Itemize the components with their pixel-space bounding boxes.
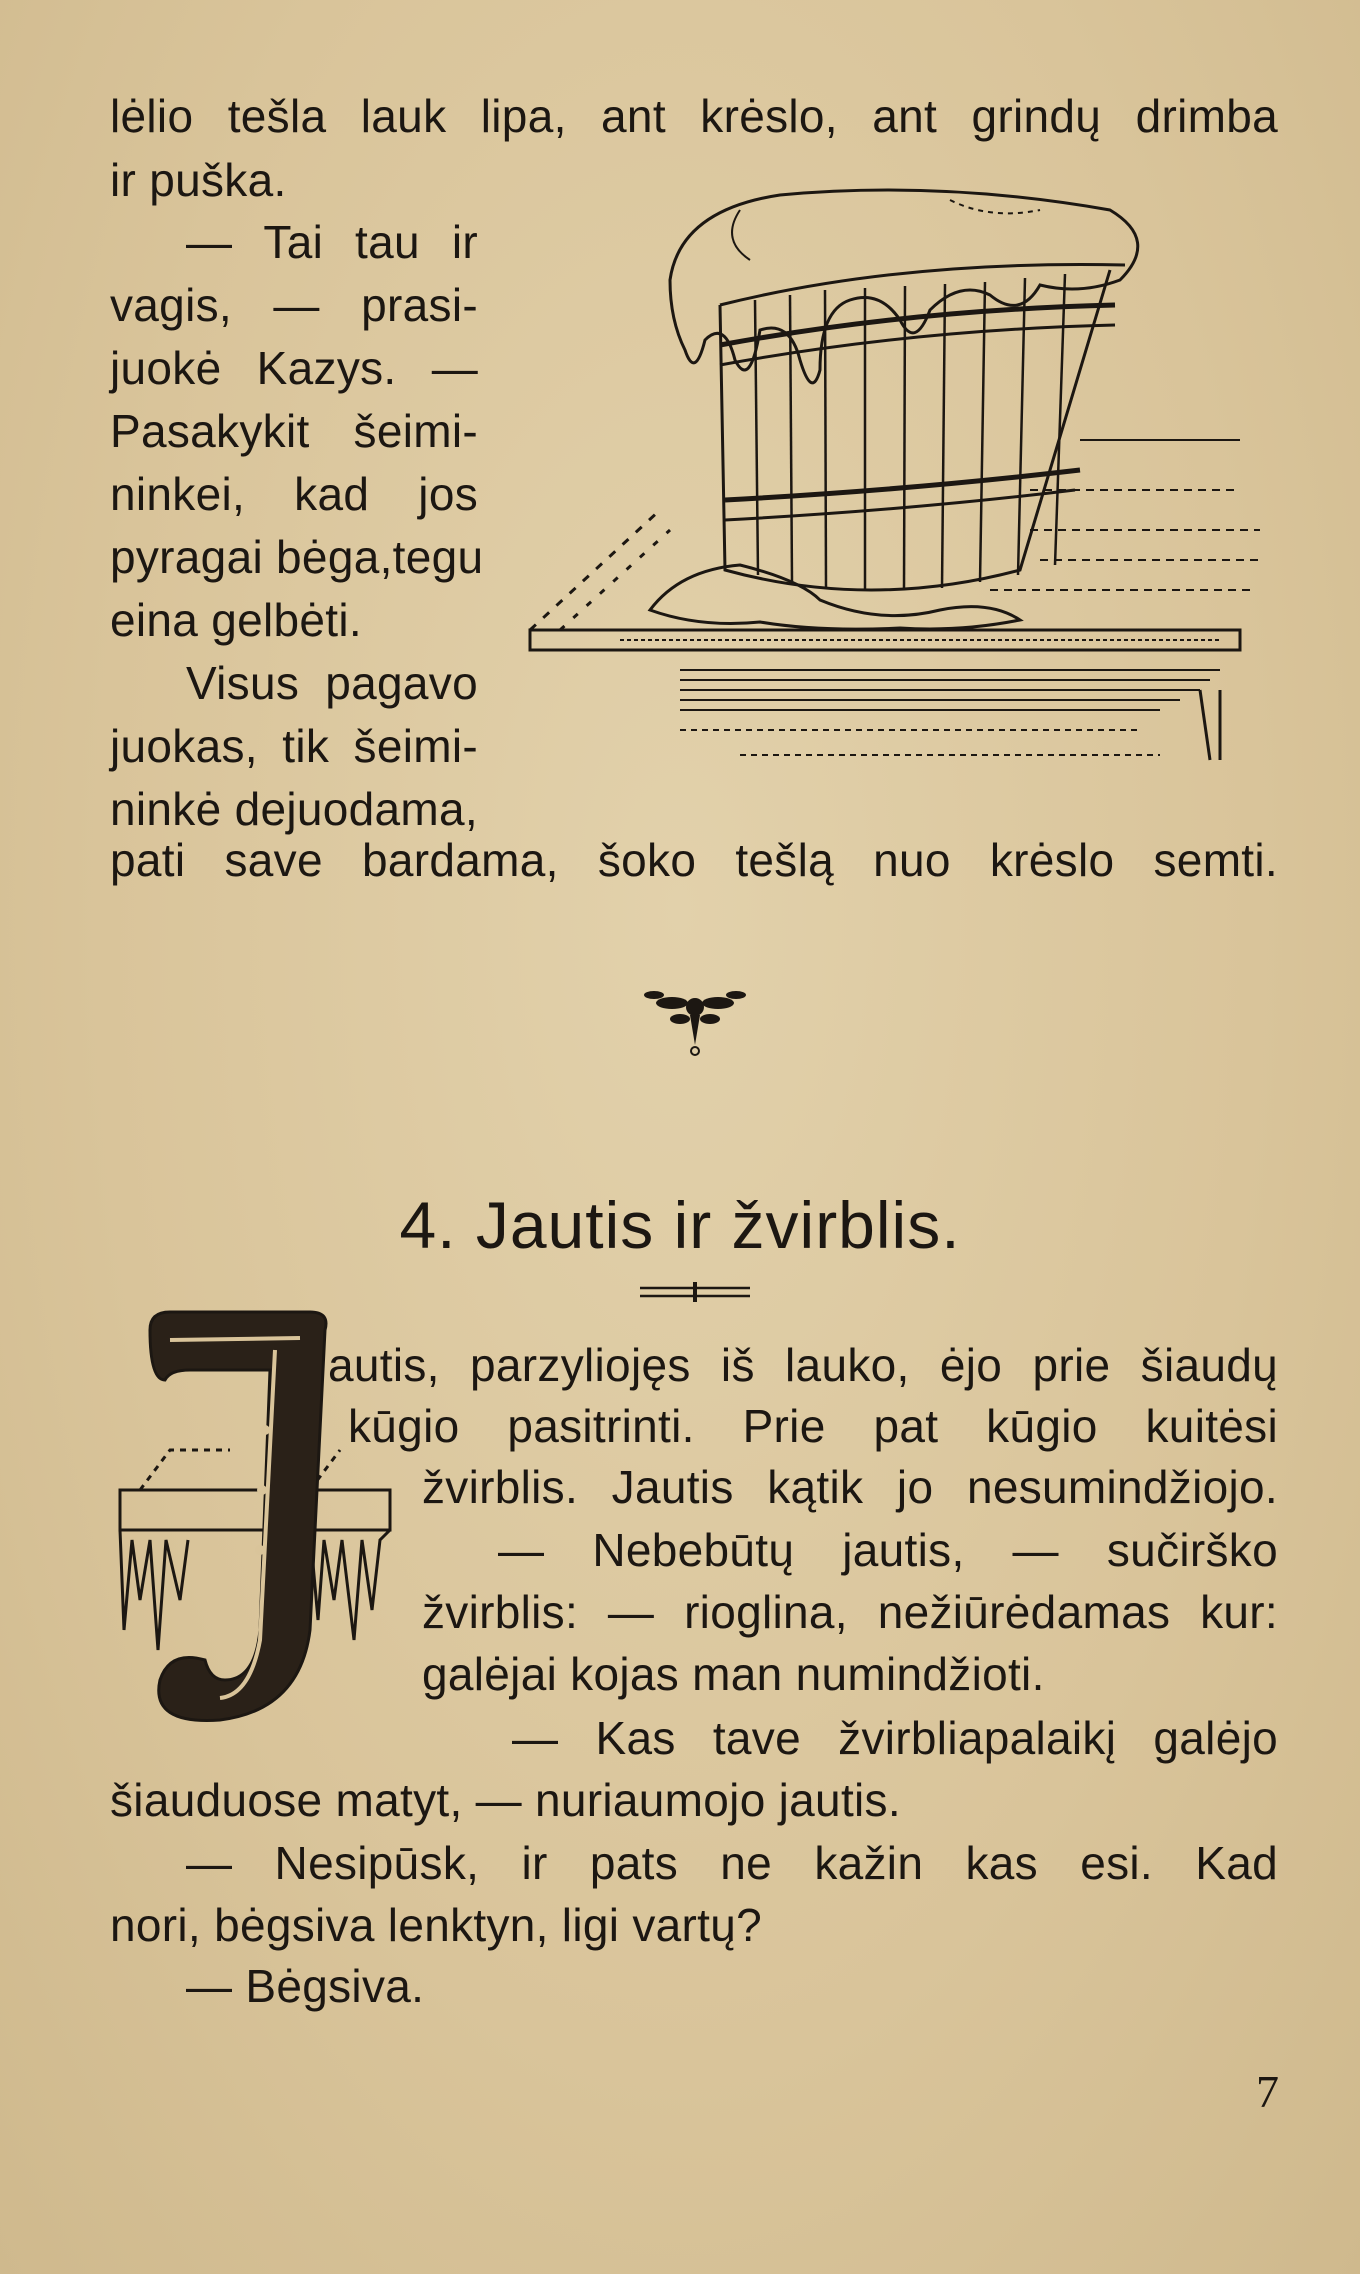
text-line: — Tai tau ir (186, 216, 478, 268)
text-line: kūgio pasitrinti. Prie pat kūgio kuitėsi (348, 1400, 1278, 1452)
text-line: Pasakykit šeimi- (110, 405, 478, 457)
text-line: galėjai kojas man numindžioti. (422, 1648, 1045, 1700)
text-line: Visus pagavo (186, 657, 478, 709)
text-line: — Kas tave žvirbliapalaikį galėjo (512, 1712, 1278, 1764)
text-line: žvirblis: — rioglina, nežiūrėdamas kur: (422, 1586, 1278, 1638)
text-line: žvirblis. Jautis kątik jo nesumindžiojo. (422, 1461, 1278, 1513)
text-line: juokas, tik šeimi- (110, 720, 478, 772)
decorative-rule (640, 1280, 750, 1304)
text-line: pyragai bėga,tegu (110, 531, 484, 583)
page-number: 7 (1256, 2066, 1279, 2117)
dropcap-letter-text: J (110, 1300, 111, 1301)
text-line: juokė Kazys. — (110, 342, 478, 394)
text-line: — Nebebūtų jautis, — sučirško (498, 1524, 1278, 1576)
dough-tub-on-bench-illustration (520, 170, 1280, 790)
text-line: ninkei, kad jos (110, 468, 478, 520)
text-line: autis, parzyliojęs iš lauko, ėjo prie šiaudų (328, 1339, 1278, 1391)
text-line: eina gelbėti. (110, 594, 362, 646)
text-line: ninkė dejuodama, (110, 783, 478, 835)
text-line: nori, bėgsiva lenktyn, ligi vartų? (110, 1899, 762, 1951)
text-line: pati save bardama, šoko tešlą nuo krėslo semti. (110, 834, 1278, 886)
text-line: lėlio tešla lauk lipa, ant krėslo, ant grindų drimba (110, 90, 1278, 142)
text-line: šiauduose matyt, — nuriaumojo jautis. (110, 1774, 901, 1826)
text-line: ir puška. (110, 154, 287, 206)
text-line: — Nesipūsk, ir pats ne kažin kas esi. Kad (186, 1837, 1278, 1889)
floral-ornament-icon (640, 985, 750, 1065)
story-title: 4. Jautis ir žvirblis. (399, 1188, 961, 1262)
text-line: — Bėgsiva. (186, 1960, 425, 2012)
text-line: vagis, — prasi- (110, 279, 478, 331)
